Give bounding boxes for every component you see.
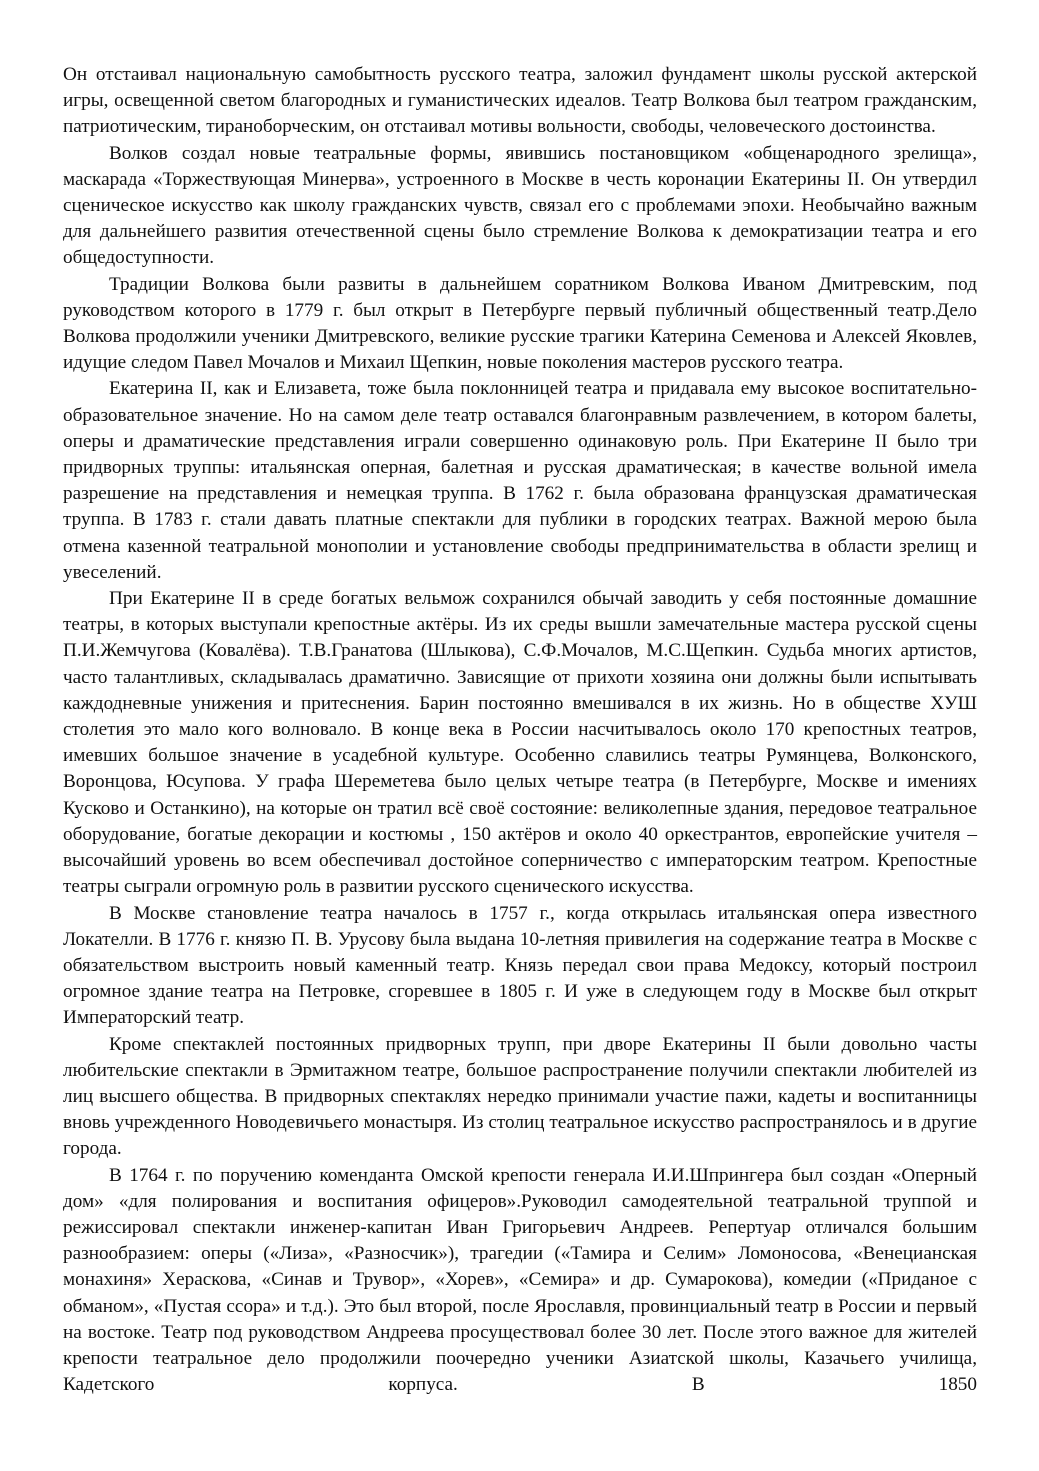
paragraph: Кроме спектаклей постоянных придворных трупп, при дворе Екатерины II были довольно часты любительские спектакли в Эрмитажном театре, большое распространение получили спектакли любителей из лиц высшего общества. В придворных спектаклях нередко принимали участие пажи, кадеты и воспитанницы вновь учрежденного Новодевичьего монастыря. Из столиц театральное искусство распространялось и в другие города. [63,1033,977,1160]
document-page [63,62,977,1398]
paragraph: Он отстаивал национальную самобытность русского театра, заложил фундамент школы русской актерской игры, освещенной светом благородных и гуманистических идеалов. Театр Волкова был театром гражданским, патриотическим, тираноборческим, он отстаивал мотивы вольности, свободы, человеческого достоинства. [63,64,977,138]
paragraph: Волков создал новые театральные формы, явившись постановщиком «общенародного зрелища», маскарада «Торжествующая Минерва», устроенного в Москве в честь коронации Екатерины II. Он утвердил сценическое искусство как школу гражданских чувств, связал его с проблемами эпохи. Необычайно важным для дальнейшего развития отечественной сцены было стремление Волкова к демократизации театра и его общедоступности. [63,142,977,269]
paragraph: Екатерина II, как и Елизавета, тоже была поклонницей театра и придавала ему высокое воспитательно-образовательное значение. Но на самом деле театр оставался благонравным развлечением, в котором балеты, оперы и драматические представления играли совершенно одинаковую роль. При Екатерине II было три придворных труппы: итальянская оперная, балетная и русская драматическая; в качестве вольной имела разрешение на представления и немецкая труппа. В 1762 г. была образована французская драматическая труппа. В 1783 г. стали давать платные спектакли для публики в городских театрах. Важной мерою была отмена казенной театральной монополии и установление свободы предпринимательства в области зрелищ и увеселений. [63,378,977,583]
paragraph: Традиции Волкова были развиты в дальнейшем соратником Волкова Иваном Дмитревским, под руководством которого в 1779 г. был открыт в Петербурге первый публичный общественный театр.Дело Волкова продолжили ученики Дмитревского, великие русские трагики Катерина Семенова и Алексей Яковлев, идущие следом Павел Мочалов и Михаил Щепкин, новые поколения мастеров русского театра. [63,273,977,374]
paragraph: В Москве становление театра началось в 1757 г., когда открылась итальянская опера известного Локателли. В 1776 г. князю П. В. Урусову была выдана 10-летняя привилегия на содержание театра в Москве с обязательством выстроить новый каменный театр. Князь передал свои права Медоксу, который построил огромное здание театра на Петровке, сгоревшее в 1805 г. И уже в следующем году в Москве был открыт Императорский театр. [63,902,977,1029]
paragraph: В 1764 г. по поручению коменданта Омской крепости генерала И.И.Шпрингера был создан «Оперный дом» «для полирования и воспитания офицеров».Руководил самодеятельной театральной труппой и режиссировал спектакли инженер-капитан Иван Григорьевич Андреев. Репертуар отличался большим разнообразием: оперы («Лиза», «Разносчик»), трагедии («Тамира и Селим» Ломоносова, «Венецианская монахиня» Хераскова, «Синав и Трувор», «Хорев», «Семира» и др. Сумарокова), комедии («Приданое с обманом», «Пустая ссора» и т.д.). Это был второй, после Ярославля, провинциальный театр в России и первый на востоке. Театр под руководством Андреева просуществовал более 30 лет. После этого важное для жителей крепости театральное дело продолжили поочередно ученики Азиатской школы, Казачьего училища, Кадетского корпуса. В 1850 [63,1164,977,1396]
paragraph: При Екатерине II в среде богатых вельмож сохранился обычай заводить у себя постоянные домашние театры, в которых выступали крепостные актёры. Из их среды вышли замечательные мастера русской сцены П.И.Жемчугова (Ковалёва). Т.В.Гранатова (Шлыкова), С.Ф.Мочалов, М.С.Щепкин. Судьба многих артистов, часто талантливых, складывалась драматично. Зависящие от прихоти хозяина они должны были испытывать каждодневные унижения и притеснения. Барин постоянно вмешивался в их жизнь. Но в обществе ХУШ столетия это мало кого волновало. В конце века в России насчитывалось около 170 крепостных театров, имевших большое значение в усадебной культуре. Особенно славились театры Румянцева, Волконского, Воронцова, Юсупова. У графа Шереметева было целых четыре театра (в Петербурге, Москве и имениях Кусково и Останкино), на которые он тратил всё своё состояние: великолепные здания, передовое театральное оборудование, богатые декорации и костюмы , 150 актёров и около 40 оркестрантов, европейские учителя – высочайший уровень во всем обеспечивал достойное соперничество с императорским театром. Крепостные театры сыграли огромную роль в развитии русского сценического искусства. [63,588,977,898]
